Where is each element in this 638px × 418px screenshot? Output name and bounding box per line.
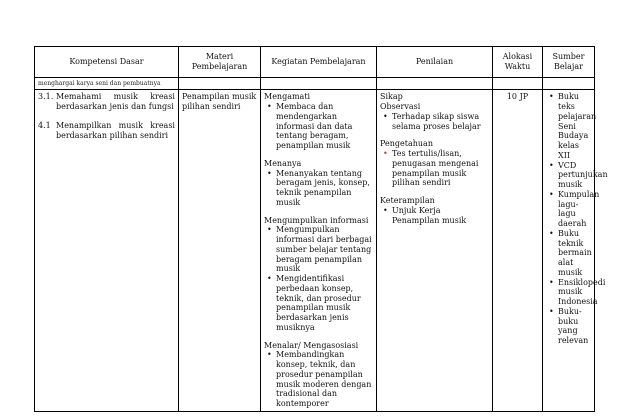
penilaian-cell	[377, 90, 493, 412]
penilaian-sikap-list	[380, 112, 489, 132]
header-kd: Kompetensi Dasar	[35, 47, 179, 78]
kd-number: 3.1.	[38, 92, 54, 102]
materi-cell: Penampilan musik pilihan sendiri	[179, 90, 261, 412]
intro-empty-5	[543, 78, 595, 90]
list-item: • Tes tertulis/lisan, penugasan mengenai penampilan musik pilihan sendiri	[392, 149, 489, 188]
header-alokasi: Alokasi Waktu	[493, 47, 543, 78]
header-sumber: Sumber Belajar	[543, 47, 595, 78]
penilaian-pengetahuan: Pengetahuan	[380, 139, 433, 149]
kegiatan-title: Menanya	[264, 158, 302, 168]
list-item: • Membandingkan konsep, teknik, dan prosedur penampilan musik moderen dengan tradisional dan kontemporer	[276, 350, 373, 409]
penilaian-sikap: Sikap	[380, 92, 403, 102]
intro-empty-4	[493, 78, 543, 90]
kd-item	[38, 92, 175, 112]
kegiatan-title: Mengumpulkan informasi	[264, 215, 369, 225]
list-item: • Terhadap sikap siswa selama proses belajar	[392, 112, 489, 132]
kd-item	[38, 121, 175, 141]
header-kegiatan: Kegiatan Pembelajaran	[261, 47, 377, 78]
intro-empty-2	[261, 78, 377, 90]
penilaian-keterampilan: Keterampilan	[380, 196, 435, 206]
list-item: • Buku teks pelajaran Seni Budaya kelas XII	[558, 92, 591, 160]
list-item: • Buku teknik bermain alat musik	[558, 229, 591, 278]
penilaian-observasi: Observasi	[380, 102, 421, 112]
list-item: • Membaca dan mendengarkan informasi dan data tentang beragam, penampilan musik	[276, 102, 373, 151]
sumber-cell	[543, 90, 608, 412]
kegiatan-list	[264, 102, 373, 151]
kd-number: 4.1	[38, 120, 51, 130]
intro-row	[35, 78, 595, 90]
header-materi: Materi Pembelajaran	[179, 47, 261, 78]
list-item: • Kumpulan lagu-lagu daerah	[558, 190, 591, 229]
list-item: • Ensiklopedi musik Indonesia	[558, 278, 591, 307]
list-item: • VCD pertunjukan musik	[558, 161, 591, 190]
kegiatan-cell	[261, 90, 377, 412]
list-item: • Buku-buku yang relevan	[558, 307, 591, 346]
content-row	[35, 90, 595, 412]
kegiatan-title: Menalar/ Mengasosiasi	[264, 340, 359, 350]
header-penilaian: Penilaian	[377, 47, 493, 78]
intro-text: menghargai karya seni dan pembuatnya	[35, 78, 179, 90]
kd-text: Memahami musik kreasi berdasarkan jenis dan fungsi	[56, 92, 175, 112]
kegiatan-list	[264, 225, 373, 332]
alokasi-cell: 10 JP	[493, 90, 543, 412]
penilaian-keterampilan-list	[380, 206, 489, 226]
header-row	[35, 47, 595, 78]
intro-empty-3	[377, 78, 493, 90]
list-item: • Menanyakan tentang beragam jenis, konsep, teknik penampilan musik	[276, 169, 373, 208]
kegiatan-list	[264, 350, 373, 409]
intro-empty-1	[179, 78, 261, 90]
kegiatan-title: Mengamati	[264, 92, 311, 102]
list-item: • Unjuk Kerja Penampilan musik	[392, 206, 489, 226]
list-item: • Mengumpulkan informasi dari berbagai sumber belajar tentang beragam penampilan musik	[276, 225, 373, 274]
sumber-list	[546, 92, 608, 346]
kegiatan-list	[264, 169, 373, 208]
rpp-table	[34, 46, 608, 412]
penilaian-pengetahuan-list	[380, 149, 489, 188]
kd-cell	[35, 90, 179, 412]
list-item: • Mengidentifikasi perbedaan konsep, teknik, dan prosedur penampilan musik berdasarkan jenis musiknya	[276, 274, 373, 333]
kd-text: Menampilkan musik kreasi berdasarkan pilihan sendiri	[56, 120, 175, 140]
